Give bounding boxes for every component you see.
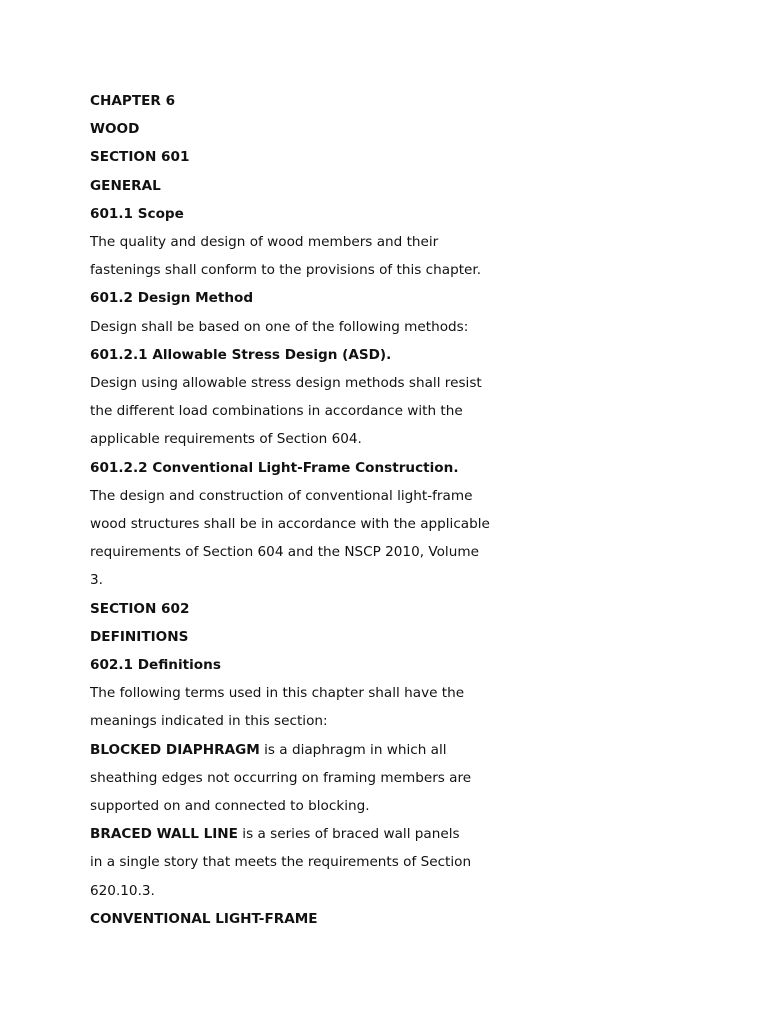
definition-term: BLOCKED DIAPHRAGM [90,741,260,758]
definition-text: is a diaphragm in which all [259,741,447,758]
paragraph-line: wood structures shall be in accordance with the applicable [90,516,490,533]
chapter-title: WOOD [90,121,140,138]
paragraph-line: in a single story that meets the requirements of Section [90,854,472,871]
paragraph-line: The design and construction of conventional light-frame [90,487,473,504]
definition-conventional-light-frame: CONVENTIONAL LIGHT-FRAME [90,910,318,927]
definition-braced-wall-line [90,820,530,848]
definition-blocked-diaphragm [90,736,530,764]
chapter-number: CHAPTER 6 [90,93,176,109]
section-601-2-2-heading: 601.2.2 Conventional Light-Frame Construction. [90,459,459,476]
paragraph-line: requirements of Section 604 and the NSCP 2010, Volume [90,544,479,561]
paragraph-line: The quality and design of wood members and their [90,234,439,251]
section-602-number: SECTION 602 [90,600,190,617]
paragraph-line: 3. [90,572,103,589]
section-601-title: GENERAL [90,177,161,194]
section-602-1-heading: 602.1 Definitions [90,657,221,674]
paragraph-line: Design shall be based on one of the following methods: [90,318,469,335]
paragraph-line: meanings indicated in this section: [90,713,328,730]
paragraph-line: 620.10.3. [90,882,155,899]
section-601-number: SECTION 601 [90,149,190,166]
paragraph-line: supported on and connected to blocking. [90,798,370,815]
paragraph-line: the different load combinations in accordance with the [90,403,463,420]
definition-term: BRACED WALL LINE [90,826,238,843]
paragraph-line: Design using allowable stress design methods shall resist [90,375,482,392]
document-page [90,87,530,933]
section-601-1-heading: 601.1 Scope [90,205,184,222]
definition-text: is a series of braced wall panels [237,826,460,843]
paragraph-line: The following terms used in this chapter shall have the [90,685,465,702]
section-601-2-1-heading: 601.2.1 Allowable Stress Design (ASD). [90,346,392,363]
paragraph-line: applicable requirements of Section 604. [90,431,362,448]
section-601-2-heading: 601.2 Design Method [90,290,254,307]
paragraph-line: sheathing edges not occurring on framing members are [90,769,472,786]
paragraph-line: fastenings shall conform to the provisions of this chapter. [90,262,482,279]
section-602-title: DEFINITIONS [90,628,189,645]
